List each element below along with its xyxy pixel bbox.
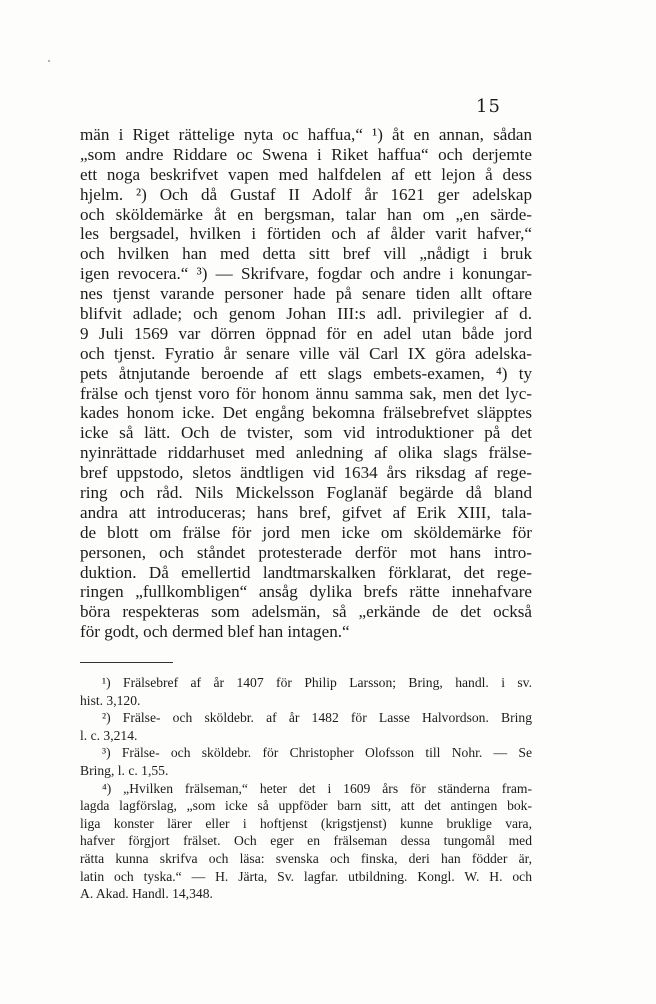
page-number: 15 xyxy=(476,96,501,117)
text-line: ring och råd. Nils Mickelsson Foglanäf begärde då bland xyxy=(80,483,532,503)
footnote-line: liga konster lärer eller i hoftjenst (krigstjenst) kunne bruklige vara, xyxy=(80,815,532,831)
text-line: för godt, och dermed blef han intagen.“ xyxy=(80,622,350,642)
main-text xyxy=(80,125,532,642)
footnote-line: hafver förgjort frälset. Och eger en frälseman dessa tungomål med xyxy=(80,833,532,849)
text-line: duktion. Då emellertid landtmarskalken förklarat, det rege- xyxy=(80,562,532,582)
footnotes xyxy=(80,674,532,903)
footnote-line: ⁴) „Hvilken frälseman,“ heter det i 1609 års för ständerna fram- xyxy=(102,780,532,796)
text-line: 9 Juli 1569 var dörren öppnad för en adel utan både jord xyxy=(80,323,532,343)
text-line: ringen „fullkombligen“ ansåg dylika brefs rätte innehafvare xyxy=(80,582,532,602)
text-line: pets åtnjutande beroende af ett slags embets-examen, ⁴) ty xyxy=(80,363,532,383)
text-line: igen revocera.“ ³) — Skrifvare, fogdar och andre i konungar- xyxy=(80,264,532,284)
text-line: nyinrättade riddarhuset med anledning af olika slags frälse- xyxy=(80,443,532,463)
text-line: andra att introduceras; hans bref, gifvet af Erik XIII, tala- xyxy=(80,502,532,522)
footnote-line: latin och tyska.“ — H. Järta, Sv. lagfar. utbildning. Kongl. W. H. och xyxy=(80,868,532,884)
text-line: frälse och tjenst voro för honom ännu samma sak, men det lyc- xyxy=(80,383,532,403)
text-line: blifvit adlade; och genom Johan III:s adl. privilegier af d. xyxy=(80,304,532,324)
text-line: kades honom icke. Det engång bekomna frälsebrefvet släpptes xyxy=(80,403,532,423)
footnote-line: ²) Frälse- och sköldebr. af år 1482 för Lasse Halvordson. Bring xyxy=(102,710,532,726)
text-line: icke så lätt. Och de tvister, som vid introduktioner på det xyxy=(80,423,532,443)
footnote-line: lagda lagförslag, „som icke så uppföder barn sitt, att det antingen bok- xyxy=(80,798,532,814)
text-line: nes tjenst varande personer hade på senare tiden allt oftare xyxy=(80,284,532,304)
text-line: les bergsadel, hvilken i förtiden och af ålder varit hafver,“ xyxy=(80,224,532,244)
text-line: „som andre Riddare oc Swena i Riket haffua“ och derjemte xyxy=(80,144,532,164)
text-line: böra respekteras som adelsmän, så „erkände de det också xyxy=(80,602,532,622)
paper-speck xyxy=(48,60,50,62)
text-line: hjelm. ²) Och då Gustaf II Adolf år 1621 ger adelskap xyxy=(80,184,532,204)
text-line: ett noga beskrifvet vapen med halfdelen af ett lejon å dess xyxy=(80,164,532,184)
footnote-line: hist. 3,120. xyxy=(80,692,141,708)
footnote-line: ³) Frälse- och sköldebr. för Christopher Olofsson till Nohr. — Se xyxy=(102,745,532,761)
text-line: och tjenst. Fyratio år senare ville väl Carl IX göra adelska- xyxy=(80,343,532,363)
text-line: män i Riget rättelige nyta oc haffua,“ ¹) åt en annan, sådan xyxy=(80,125,532,144)
footnote-line: ¹) Frälsebref af år 1407 för Philip Larsson; Bring, handl. i sv. xyxy=(102,675,532,690)
text-line: bref uppstodo, sletos ändtligen vid 1634 års riksdag af rege- xyxy=(80,463,532,483)
footnote-line: A. Akad. Handl. 14,348. xyxy=(80,886,213,902)
footnote-line: Bring, l. c. 1,55. xyxy=(80,762,169,778)
footnote-line: rätta kunna skrifva och läsa: svenska och finska, deri han födder är, xyxy=(80,850,532,866)
text-line: personen, och ståndet protesterade derför mot hans intro- xyxy=(80,542,532,562)
footnote-divider xyxy=(80,662,173,663)
text-line: och hvilken han med detta sitt bref vill „nådigt i bruk xyxy=(80,244,532,264)
text-line: och sköldemärke åt en bergsman, talar han om „en särde- xyxy=(80,204,532,224)
text-line: de blott om frälse för jord men icke om sköldemärke för xyxy=(80,522,532,542)
footnote-line: l. c. 3,214. xyxy=(80,727,138,743)
